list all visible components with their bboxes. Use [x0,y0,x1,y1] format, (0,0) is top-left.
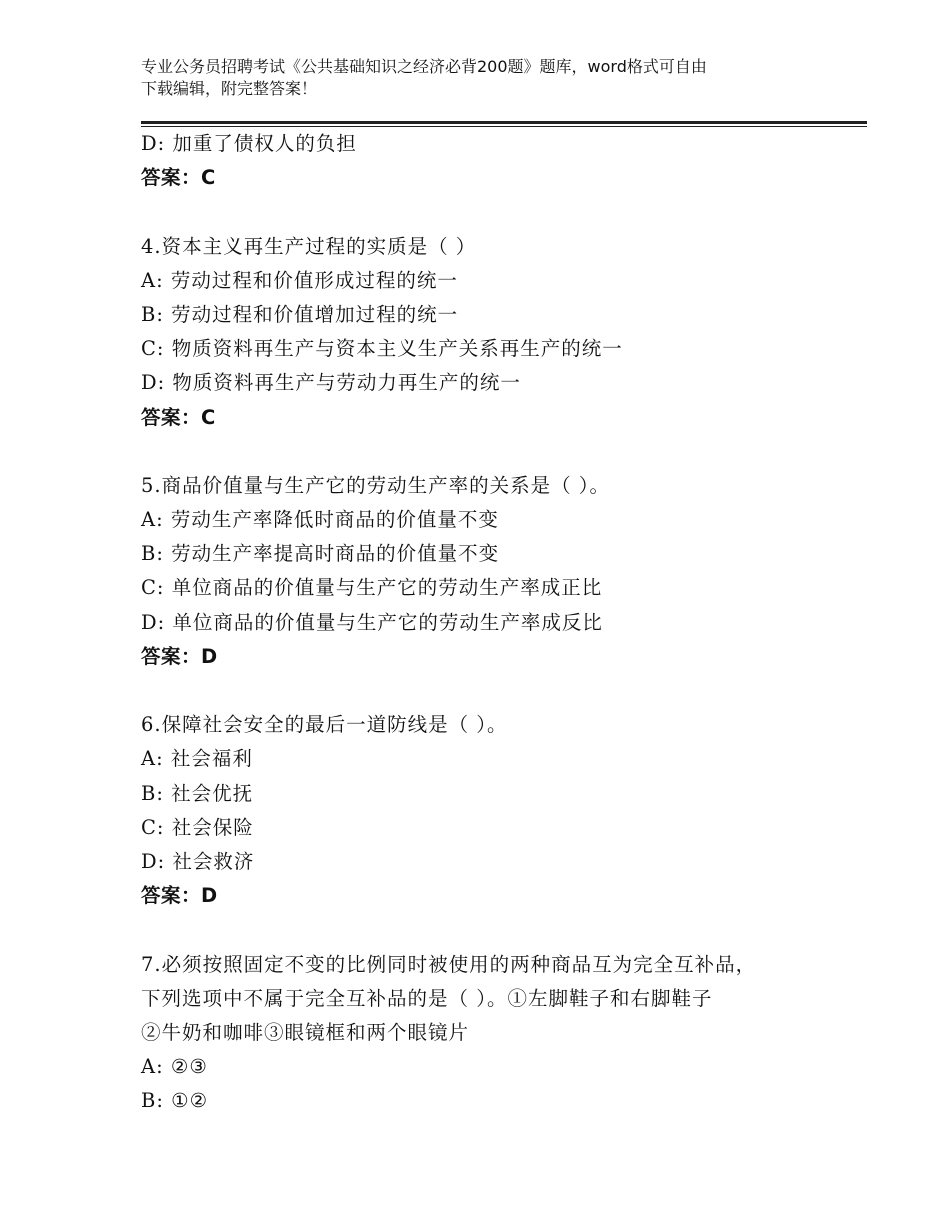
header-line-2: 下载编辑，附完整答案！ [141,79,318,98]
q4-question: 4.资本主义再生产过程的实质是（ ） [141,234,477,258]
q4-answer: 答案：C [141,405,216,429]
q6-option-b: B: 社会优抚 [141,781,254,805]
spacer [141,913,841,947]
q6-question: 6.保障社会安全的最后一道防线是（ ）。 [141,713,508,737]
q5-option-b: B: 劳动生产率提高时商品的价值量不变 [141,542,500,566]
q4-option-b: B: 劳动过程和价值增加过程的统一 [141,302,459,326]
q5-answer: 答案：D [141,644,218,668]
q5-option-c: C: 单位商品的价值量与生产它的劳动生产率成正比 [141,576,603,600]
q6-option-d: D: 社会救济 [141,849,255,873]
q7-option-a: A: ②③ [141,1055,208,1079]
q6-option-a: A: 社会福利 [141,747,253,771]
spacer [141,435,841,469]
q4-option-a: A: 劳动过程和价值形成过程的统一 [141,268,458,292]
q6-answer: 答案：D [141,884,218,908]
q5-option-d: D: 单位商品的价值量与生产它的劳动生产率成反比 [141,610,603,634]
q7-question-line-2: 下列选项中不属于完全互补品的是（ ）。①左脚鞋子和右脚鞋子 [141,986,713,1010]
header-line-1: 专业公务员招聘考试《公共基础知识之经济必背200题》题库，word格式可自由 [141,57,707,76]
question-list [141,127,841,1118]
q3-answer: 答案：C [141,166,216,190]
q6-option-c: C: 社会保险 [141,815,254,839]
q3-option-d: D: 加重了债权人的负担 [141,132,357,155]
q5-question: 5.商品价值量与生产它的劳动生产率的关系是（ ）。 [141,473,611,497]
spacer [141,674,841,708]
q4-option-d: D: 物质资料再生产与劳动力再生产的统一 [141,371,521,395]
q4-option-c: C: 物质资料再生产与资本主义生产关系再生产的统一 [141,337,623,361]
q7-question-line-3: ②牛奶和咖啡③眼镜框和两个眼镜片 [141,1020,470,1044]
header-rule-thick [141,121,867,124]
q5-option-a: A: 劳动生产率降低时商品的价值量不变 [141,508,499,532]
q7-option-b: B: ①② [141,1089,209,1113]
document-header [141,56,821,100]
q7-question-line-1: 7.必须按照固定不变的比例同时被使用的两种商品互为完全互补品， [141,952,757,976]
spacer [141,195,841,229]
